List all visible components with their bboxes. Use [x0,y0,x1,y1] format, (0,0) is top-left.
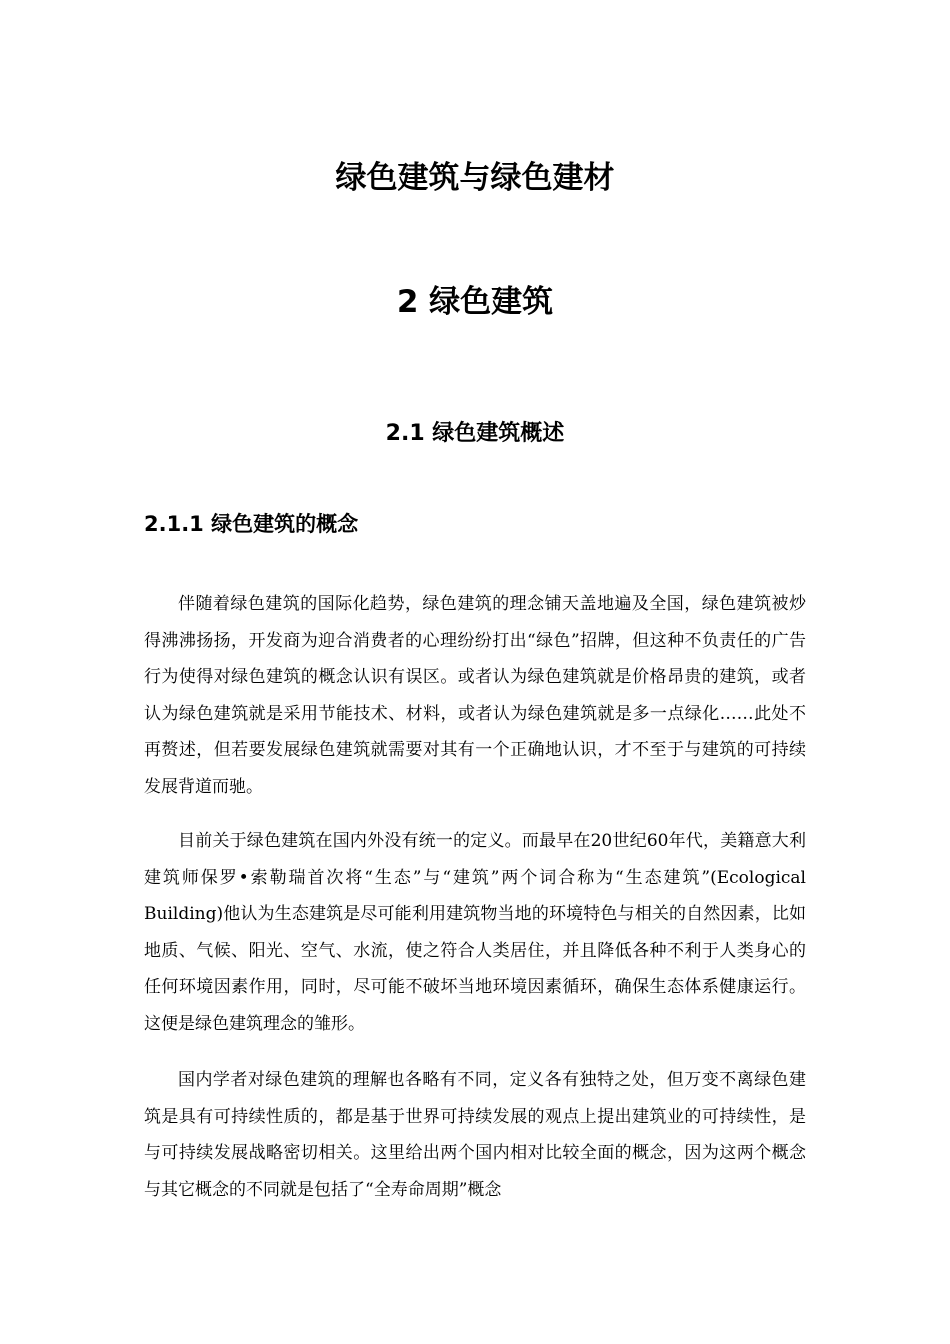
document-title: 绿色建筑与绿色建材 [335,160,615,196]
body-paragraph: 伴随着绿色建筑的国际化趋势，绿色建筑的理念铺天盖地遍及全国，绿色建筑被炒得沸沸扬扬，开发商为迎合消费者的心理纷纷打出“绿色”招牌，但这种不负责任的广告行为使得对绿色建筑的概念认识有误区。或者认为绿色建筑就是价格昂贵的建筑，或者认为绿色建筑就是采用节能技术、材料，或者认为绿色建筑就是多一点绿化……此处不再赘述，但若要发展绿色建筑就需要对其有一个正确地认识，才不至于与建筑的可持续发展背道而驰。 [144,594,806,797]
body-paragraph: 国内学者对绿色建筑的理解也各略有不同，定义各有独特之处，但万变不离绿色建筑是具有可持续性质的，都是基于世界可持续发展的观点上提出建筑业的可持续性，是与可持续发展战略密切相关。这里给出两个国内相对比较全面的概念，因为这两个概念与其它概念的不同就是包括了“全寿命周期”概念 [144,1070,806,1200]
chapter-title: 2 绿色建筑 [396,284,554,320]
section-title: 2.1 绿色建筑概述 [385,421,565,446]
subsection-title: 2.1.1 绿色建筑的概念 [144,512,359,536]
body-paragraph: 目前关于绿色建筑在国内外没有统一的定义。而最早在20世纪60年代，美籍意大利建筑师保罗•索勒瑞首次将“生态”与“建筑”两个词合称为“生态建筑”(Ecological Building)他认为生态建筑是尽可能利用建筑物当地的环境特色与相关的自然因素，比如地质、气候、阳光、空气、水流，使之符合人类居住，并且降低各种不利于人类身心的任何环境因素作用，同时，尽可能不破坏当地环境因素循环，确保生态体系健康运行。这便是绿色建筑理念的雏形。 [144,831,806,1034]
